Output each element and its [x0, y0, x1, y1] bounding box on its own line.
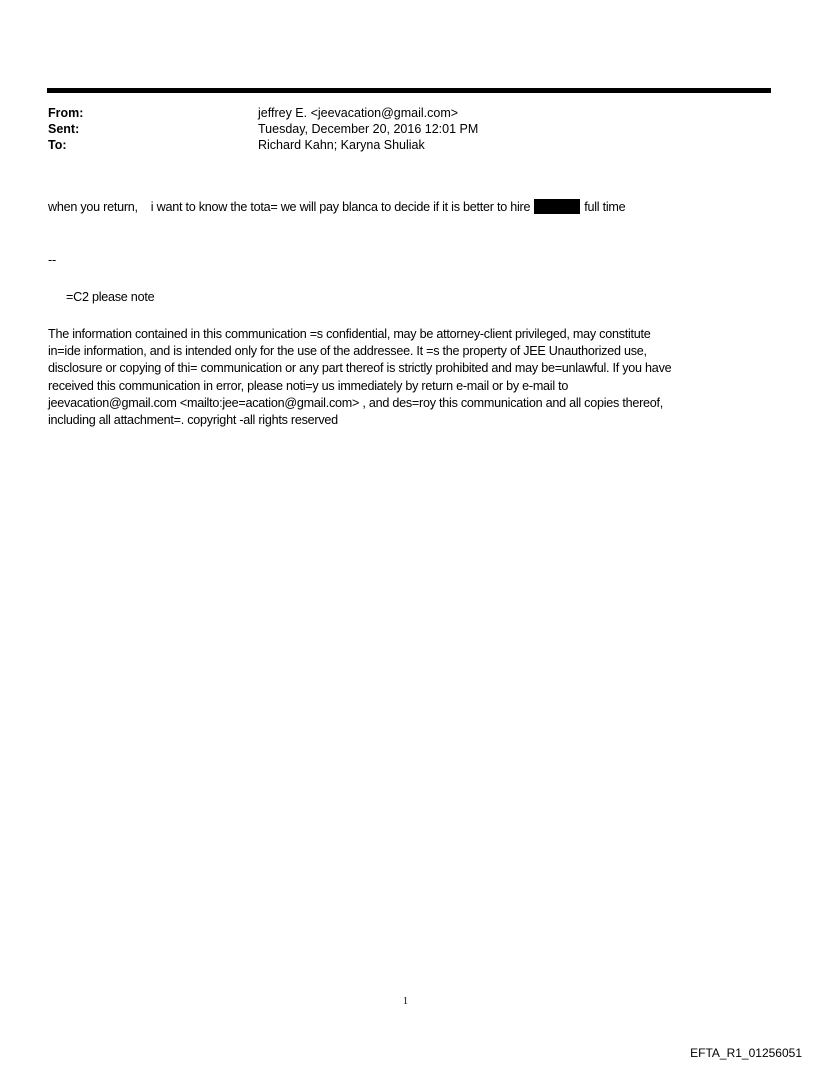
body-message [48, 199, 625, 214]
disclaimer-line: jeevacation@gmail.com <mailto:jee=acation@gmail.com> , and des=roy this communication and all copies thereof, [48, 395, 664, 410]
from-value: jeffrey E. <jeevacation@gmail.com> [258, 106, 459, 120]
page-number: 1 [403, 996, 408, 1007]
sent-label: Sent: [48, 122, 80, 136]
disclaimer-line: including all attachment=. copyright -all rights reserved [48, 413, 338, 428]
signature-separator: -- [48, 253, 56, 267]
to-label: To: [48, 138, 67, 152]
body-text-before: when you return, i want to know the tota= we will pay blanca to decide if it is better to hire [48, 200, 531, 214]
header-rule [47, 88, 771, 93]
note-line: =C2 please note [66, 290, 155, 304]
disclaimer-line: The information contained in this communication =s confidential, may be attorney-client privileged, may constitute [48, 327, 651, 341]
sent-value: Tuesday, December 20, 2016 12:01 PM [258, 122, 479, 136]
body-text-after: full time [584, 200, 626, 214]
redaction-box [534, 199, 580, 214]
disclaimer-line: in=ide information, and is intended only for the use of the addressee. It =s the property of JEE Unauthorized use, [48, 344, 647, 359]
disclaimer-line: received this communication in error, please noti=y us immediately by return e-mail or by e-mail to [48, 378, 569, 393]
to-value: Richard Kahn; Karyna Shuliak [258, 138, 425, 152]
bates-number: EFTA_R1_01256051 [690, 1046, 802, 1060]
disclaimer [48, 326, 671, 429]
from-label: From: [48, 106, 84, 120]
disclaimer-line: disclosure or copying of thi= communication or any part thereof is strictly prohibited and may be=unlawful. If you have [48, 361, 672, 376]
